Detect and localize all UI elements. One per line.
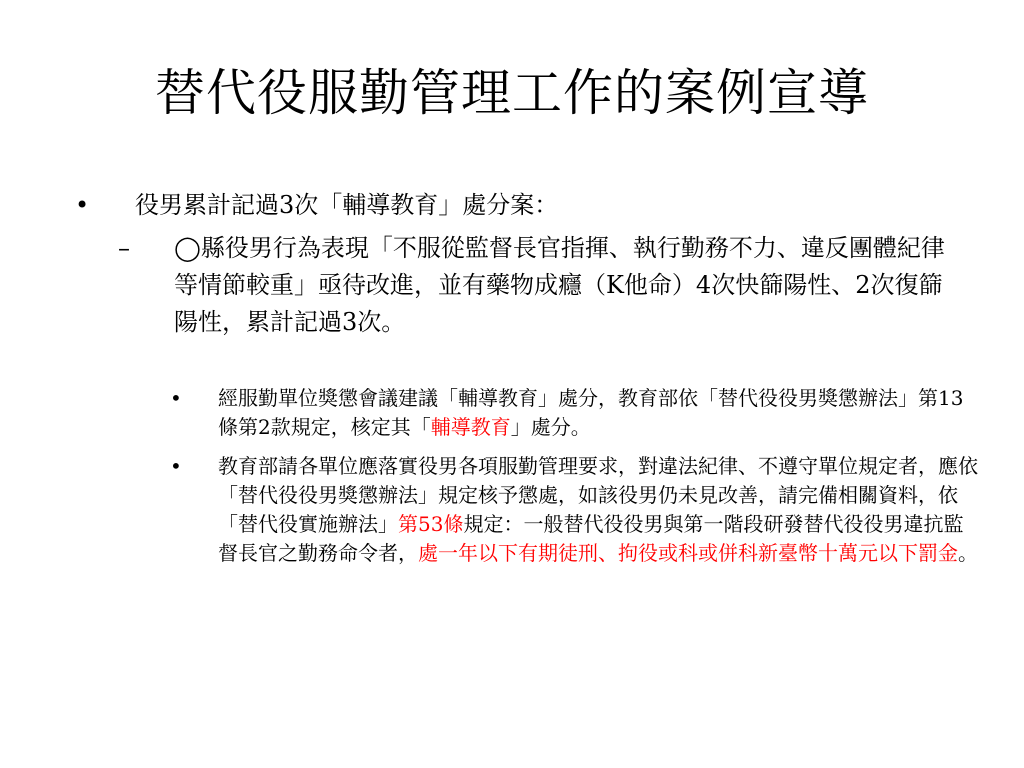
bullet-level2-text: ◯縣役男行為表現「不服從監督長官指揮、執行勤務不力、違反團體紀律等情節較重」亟待改進，並有藥物成癮（K他命）4次快篩陽性、2次復篩陽性，累計記過3次。 bbox=[174, 234, 945, 336]
highlight-text: 第53條 bbox=[398, 512, 464, 536]
highlight-text: 處一年以下有期徒刑、拘役或科或併科新臺幣十萬元以下罰金 bbox=[418, 541, 958, 565]
text-segment: 教育部請各單位應落實役男各項服勤管理要求，對違法紀律、不遵守單位規定者，應依「替代役役男獎懲辦法」規定核予懲處，如該役男仍未見改善，請完備相關資料，依「替代役實施辦法」 bbox=[218, 454, 978, 536]
slide-title: 替代役服勤管理工作的案例宣導 bbox=[155, 64, 869, 122]
bullet-level3-item-2 bbox=[170, 452, 983, 568]
bullet-dot-icon: • bbox=[170, 454, 182, 478]
bullet-dot-icon: • bbox=[170, 386, 182, 410]
bullet-level3-item-2-text bbox=[218, 452, 983, 568]
bullet-level3-item-1-text bbox=[218, 384, 983, 442]
bullet-level2 bbox=[118, 230, 964, 341]
text-segment: 經服勤單位獎懲會議建議「輔導教育」處分，教育部依「替代役役男獎懲辦法」第13條第2款規定，核定其「 bbox=[218, 386, 964, 439]
text-segment: 」處分。 bbox=[510, 415, 591, 439]
bullet-level1 bbox=[75, 187, 835, 223]
text-segment: 。 bbox=[958, 541, 978, 565]
text-segment: 規定：一般替代役役男與第一階段研發替代役役男違抗監督長官之勤務命令者， bbox=[218, 512, 964, 565]
bullet-level3-item-1 bbox=[170, 384, 983, 442]
bullet-level1-text: 役男累計記過3次「輔導教育」處分案： bbox=[135, 191, 559, 219]
bullet-dash-icon: – bbox=[118, 234, 130, 262]
bullet-dot-icon: • bbox=[75, 191, 90, 219]
highlight-text: 輔導教育 bbox=[430, 415, 511, 439]
